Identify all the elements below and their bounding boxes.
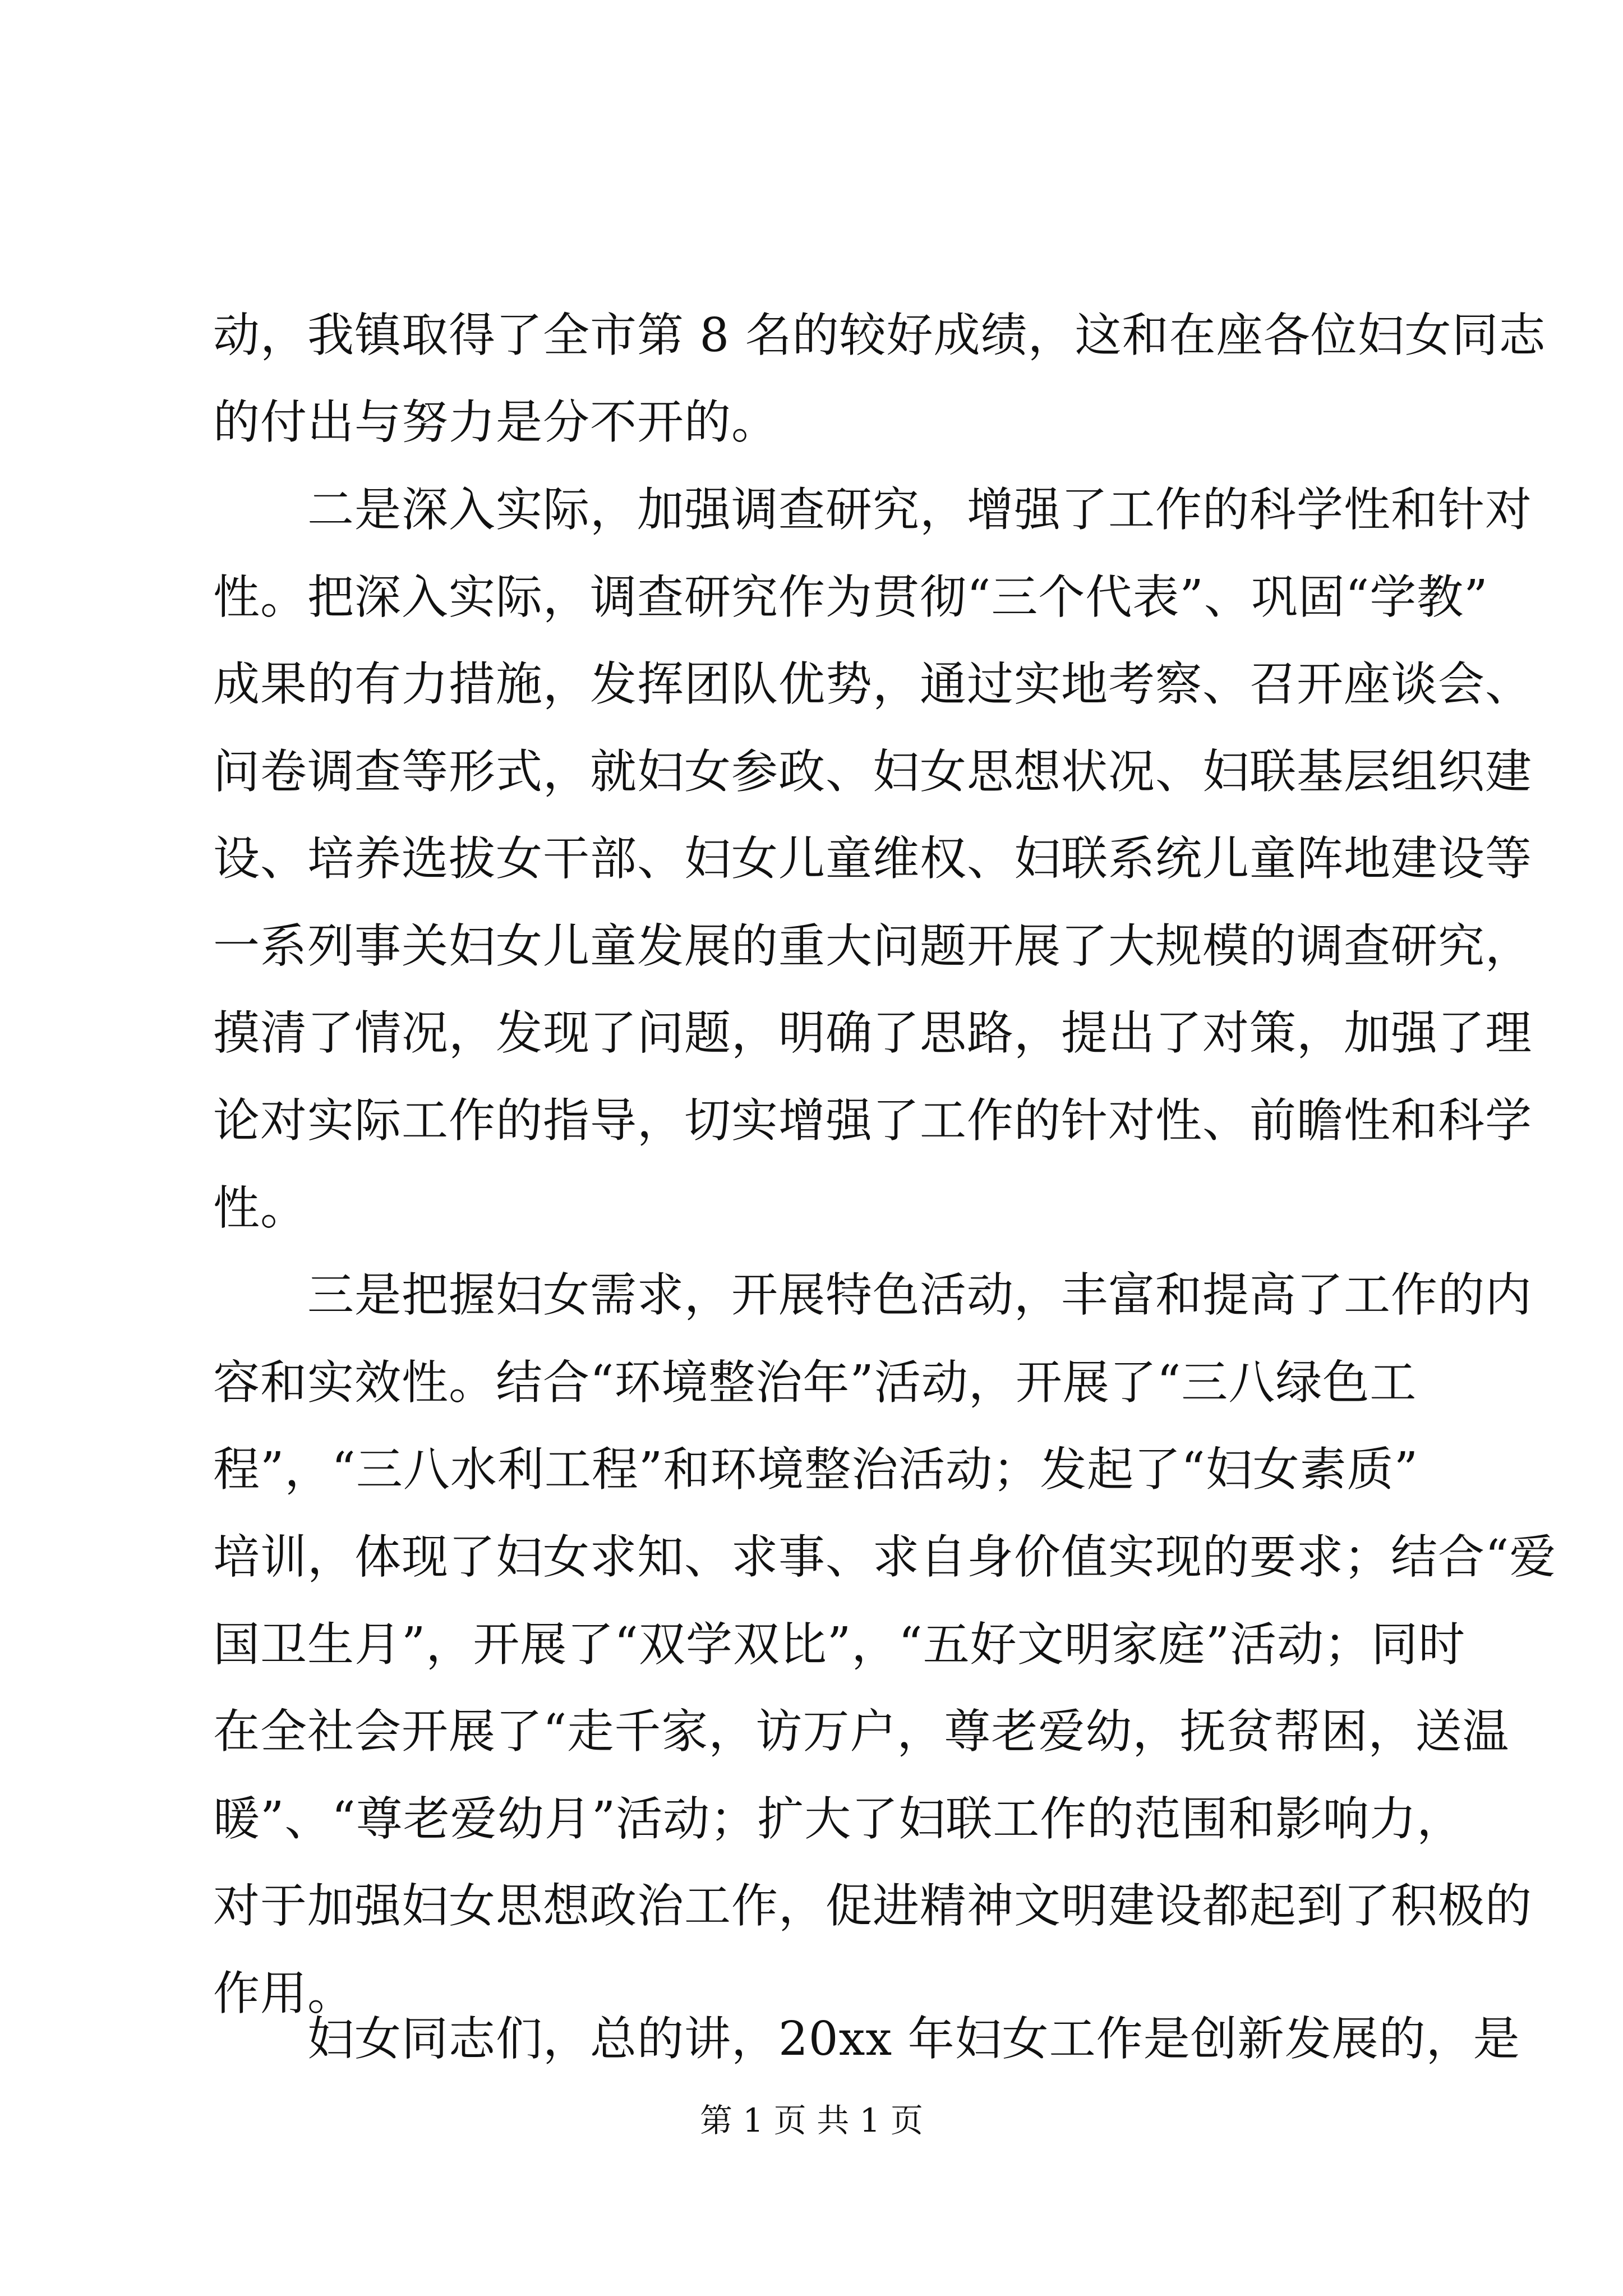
body-text-line: 成果的有力措施，发挥团队优势，通过实地考察、召开座谈会、 — [213, 657, 1532, 711]
body-text-line: 性。 — [213, 1181, 307, 1235]
body-text-line: 暖”、“尊老爱幼月”活动；扩大了妇联工作的范围和影响力， — [213, 1792, 1464, 1846]
body-text-line: 国卫生月”，开展了“双学双比”，“五好文明家庭”活动；同时 — [213, 1617, 1466, 1672]
body-text-line: 妇女同志们，总的讲，20xx 年妇女工作是创新发展的，是 — [213, 2012, 1520, 2066]
body-text-line: 作用。 — [213, 1966, 354, 2021]
body-text-line: 摸清了情况，发现了问题，明确了思路，提出了对策，加强了理 — [213, 1006, 1532, 1060]
body-text-line: 一系列事关妇女儿童发展的重大问题开展了大规模的调查研究， — [213, 919, 1532, 973]
body-text-line: 在全社会开展了“走千家，访万户，尊老爱幼，抚贫帮困，送温 — [213, 1704, 1510, 1759]
body-text-line: 培训，体现了妇女求知、求事、求自身价值实现的要求；结合“爱 — [213, 1530, 1557, 1584]
body-text-line: 容和实效性。结合“环境整治年”活动，开展了“三八绿色工 — [213, 1355, 1417, 1410]
body-text-line: 论对实际工作的指导，切实增强了工作的针对性、前瞻性和科学 — [213, 1093, 1532, 1148]
body-text-line: 的付出与努力是分不开的。 — [213, 395, 778, 449]
body-text-line: 设、培养选拔女干部、妇女儿童维权、妇联系统儿童阵地建设等 — [213, 831, 1532, 886]
body-text-line: 三是把握妇女需求，开展特色活动，丰富和提高了工作的内 — [213, 1268, 1532, 1322]
body-text-line: 性。把深入实际，调查研究作为贯彻“三个代表”、巩固“学教” — [213, 570, 1488, 624]
page-footer: 第 1 页 共 1 页 — [700, 2101, 923, 2139]
body-text-line: 程”，“三八水利工程”和环境整治活动；发起了“妇女素质” — [213, 1442, 1419, 1497]
body-text-line: 对于加强妇女思想政治工作，促进精神文明建设都起到了积极的 — [213, 1879, 1532, 1933]
body-text-line: 动，我镇取得了全市第 8 名的较好成绩，这和在座各位妇女同志 — [213, 308, 1546, 362]
body-text-line: 二是深入实际，加强调查研究，增强了工作的科学性和针对 — [213, 482, 1532, 537]
body-text-line: 问卷调查等形式，就妇女参政、妇女思想状况、妇联基层组织建 — [213, 744, 1532, 799]
